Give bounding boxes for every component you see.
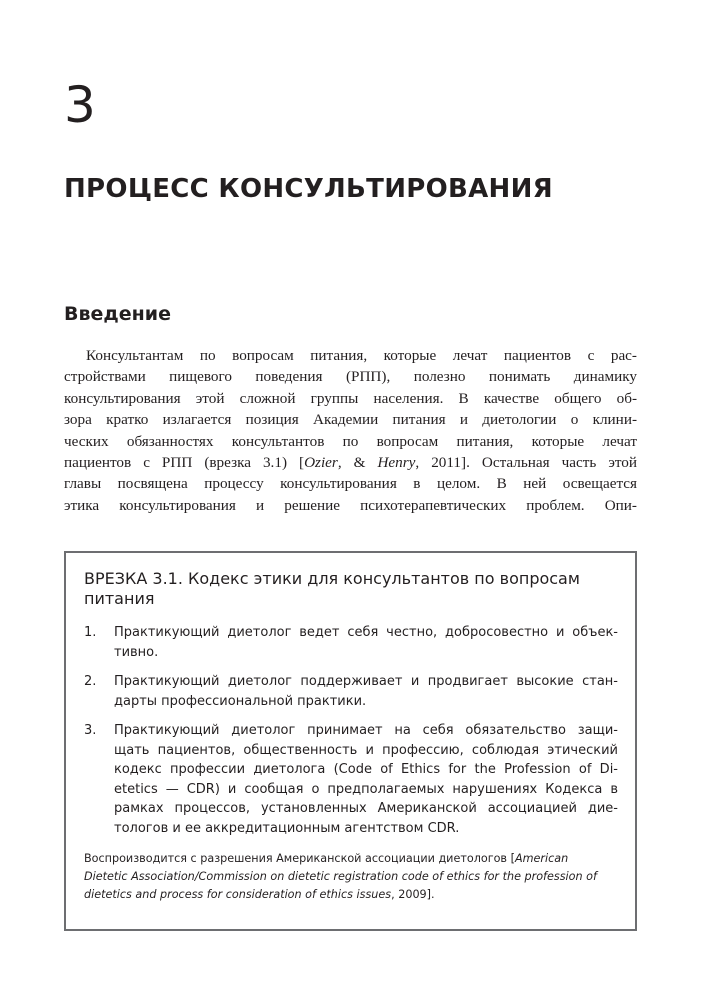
list-item-line: тологов и ее аккредитационным агентством CDR. (114, 820, 460, 836)
note-italic: dietetics and process for consideration of ethics issues (84, 888, 392, 901)
list-item-text (114, 623, 618, 662)
intro-line: консультирования этой сложной группы населения. В качестве общего об- (64, 389, 637, 407)
intro-line-citation (64, 452, 637, 473)
list-item-text (114, 672, 618, 711)
sidebar-list (84, 623, 618, 838)
intro-line: ческих обязанностях консультантов по вопросам питания, которые лечат (64, 432, 637, 450)
intro-line: зора кратко излагается позиция Академии питания и диетологии о клини- (64, 411, 637, 429)
note-suffix: , 2009]. (391, 888, 435, 901)
note-italic: American (514, 852, 569, 865)
intro-line: Консультантам по вопросам питания, которые лечат пациентов с рас- (86, 347, 637, 364)
note-line (84, 868, 618, 886)
list-item-line: дарты профессиональной практики. (114, 693, 367, 709)
citation-sep: , & (337, 454, 378, 472)
list-item-line: Практикующий диетолог поддерживает и продвигает высокие стан- (114, 674, 618, 689)
list-item-number: 2. (84, 674, 97, 689)
intro-line: этика консультирования и решение психотерапевтических проблем. Опи- (64, 496, 637, 514)
citation-prefix: пациентов с РПП (врезка 3.1) [ (64, 454, 305, 472)
list-item-line: щать пациентов, общественность и профессию, соблюдая этический (114, 742, 618, 758)
sidebar-source-note (84, 850, 618, 904)
sidebar-box (64, 551, 637, 931)
citation-author-2: Henry (377, 454, 416, 472)
intro-line: главы посвящена процессу консультирования в целом. В ней освещается (64, 475, 637, 493)
chapter-title: ПРОЦЕСС КОНСУЛЬТИРОВАНИЯ (64, 174, 553, 204)
list-item-number: 3. (84, 723, 97, 738)
list-item-line: etetics — CDR) и сообщая о предполагаемых нарушениях Кодекса в (114, 781, 618, 797)
list-item-line: Практикующий диетолог принимает на себя обязательство защи- (114, 723, 618, 738)
list-item-line: рамках процессов, установленных Американской ассоциацией дие- (114, 801, 618, 816)
list-item-text (114, 721, 618, 838)
intro-paragraph (64, 345, 637, 516)
list-item-line: кодекс профессии диетолога (Code of Ethics for the Profession of Di- (114, 762, 618, 777)
sidebar-list-item (84, 623, 618, 662)
list-item-line: Практикующий диетолог ведет себя честно, добросовестно и объек- (114, 625, 618, 640)
note-line (84, 886, 618, 904)
intro-line: стройствами пищевого поведения (РПП), полезно понимать динамику (64, 368, 637, 386)
section-heading: Введение (64, 303, 171, 325)
note-line (84, 850, 618, 868)
sidebar-list-item (84, 721, 618, 838)
list-item-line: тивно. (114, 644, 159, 660)
sidebar-title-line: ВРЕЗКА 3.1. Кодекс этики для консультантов по вопросам (84, 569, 580, 588)
sidebar-title-line: питания (84, 589, 155, 608)
note-italic: Dietetic Association/Commission on dietetic registration code of ethics for the profession of (84, 870, 597, 883)
citation-author-1: Ozier (304, 454, 338, 472)
sidebar-title (84, 569, 618, 609)
note-prefix: Воспроизводится с разрешения Американской ассоциации диетологов [ (84, 852, 515, 865)
citation-suffix: , 2011]. Остальная часть этой (415, 454, 637, 472)
sidebar-list-item (84, 672, 618, 711)
list-item-number: 1. (84, 625, 97, 640)
chapter-number: 3 (64, 76, 96, 134)
